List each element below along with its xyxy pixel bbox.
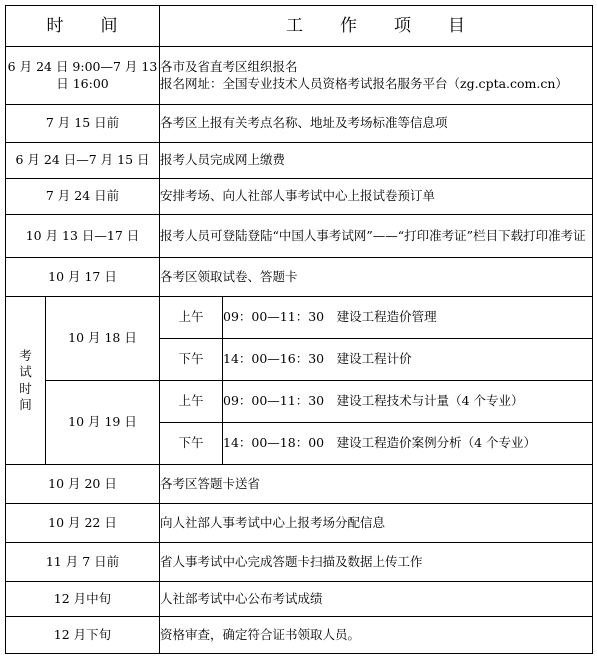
row-work: 省人事考试中心完成答题卡扫描及数据上传工作	[160, 543, 593, 582]
row-time: 10 月 20 日	[6, 465, 160, 504]
work-line: 报名网址：全国专业技术人员资格考试报名服务平台（zg.cpta.com.cn）	[160, 75, 568, 91]
exam-time-label-char: 试	[19, 364, 32, 380]
schedule-row	[6, 179, 593, 215]
work-line: 各市及省直考区组织报名	[160, 59, 298, 74]
schedule-row	[6, 504, 593, 543]
row-work: 安排考场、向人社部人事考试中心上报试卷预订单	[160, 179, 593, 215]
exam-session-detail: 14：00—18：00 建设工程造价案例分析（4 个专业）	[223, 423, 593, 465]
schedule-row	[6, 465, 593, 504]
exam-session-row	[6, 297, 593, 339]
exam-period: 下午	[160, 339, 223, 381]
row-work: 各考区领取试卷、答题卡	[160, 258, 593, 297]
exam-date: 10 月 18 日	[46, 297, 160, 381]
row-time: 6 月 24 日—7 月 15 日	[6, 143, 160, 179]
schedule-row	[6, 258, 593, 297]
exam-period: 上午	[160, 381, 223, 423]
row-work: 资格审查，确定符合证书领取人员。	[160, 617, 593, 654]
exam-session-row	[6, 381, 593, 423]
schedule-row	[6, 582, 593, 617]
schedule-row	[6, 617, 593, 654]
exam-session-detail: 09：00—11：30 建设工程技术与计量（4 个专业）	[223, 381, 593, 423]
row-work	[160, 47, 593, 105]
row-time: 10 月 22 日	[6, 504, 160, 543]
schedule-row	[6, 105, 593, 143]
row-time: 12 月中旬	[6, 582, 160, 617]
row-time: 11 月 7 日前	[6, 543, 160, 582]
row-work: 报考人员完成网上缴费	[160, 143, 593, 179]
row-time: 10 月 17 日	[6, 258, 160, 297]
exam-session-detail: 14：00—16：30 建设工程计价	[223, 339, 593, 381]
time-column-header: 时 间	[6, 6, 160, 47]
row-work: 向人社部人事考试中心上报考场分配信息	[160, 504, 593, 543]
work-column-header: 工 作 项 目	[160, 6, 593, 47]
schedule-row	[6, 143, 593, 179]
exam-time-label-char: 考	[19, 348, 32, 363]
exam-date: 10 月 19 日	[46, 381, 160, 465]
exam-period: 下午	[160, 423, 223, 465]
exam-period: 上午	[160, 297, 223, 339]
row-work: 人社部考试中心公布考试成绩	[160, 582, 593, 617]
exam-time-label-char: 间	[19, 396, 32, 412]
row-work: 各考区上报有关考点名称、地址及考场标准等信息项	[160, 105, 593, 143]
exam-session-detail: 09：00—11：30 建设工程造价管理	[223, 297, 593, 339]
row-work: 报考人员可登陆登陆“中国人事考试网”——“打印准考证”栏目下载打印准考证	[160, 215, 593, 258]
row-time: 10 月 13 日—17 日	[6, 215, 160, 258]
row-time: 6 月 24 日 9:00—7 月 13 日 16:00	[6, 47, 160, 105]
exam-time-label-char: 时	[19, 380, 32, 396]
schedule-row	[6, 47, 593, 105]
schedule-row	[6, 543, 593, 582]
schedule-row	[6, 215, 593, 258]
exam-schedule-table	[5, 5, 593, 654]
row-time: 7 月 15 日前	[6, 105, 160, 143]
row-time: 7 月 24 日前	[6, 179, 160, 215]
row-work: 各考区答题卡送省	[160, 465, 593, 504]
row-time: 12 月下旬	[6, 617, 160, 654]
exam-time-label	[6, 297, 46, 465]
header-row	[6, 6, 593, 47]
